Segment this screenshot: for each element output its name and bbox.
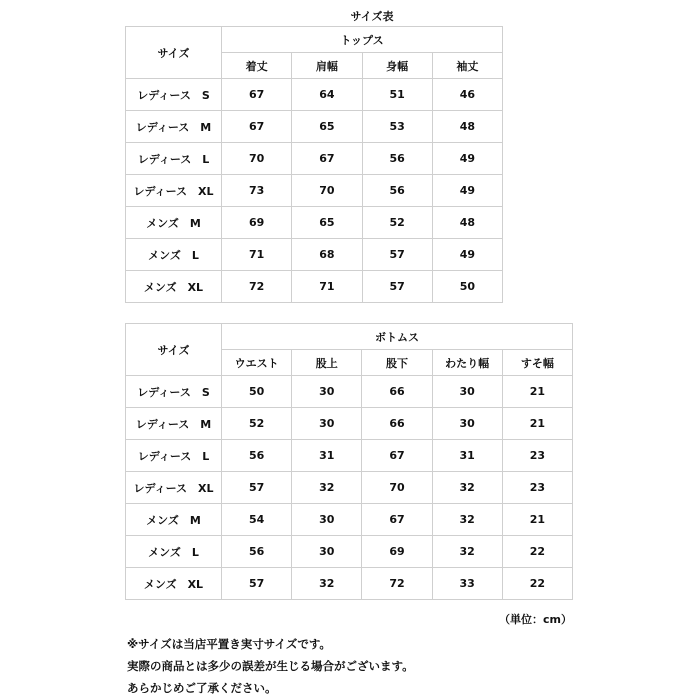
table-row xyxy=(126,376,573,408)
size-cell: メンズ M xyxy=(126,504,222,536)
value-cell: 57 xyxy=(362,271,432,303)
value-cell: 71 xyxy=(222,239,292,271)
value-cell: 52 xyxy=(362,207,432,239)
value-cell: 22 xyxy=(502,568,572,600)
size-cell: レディース M xyxy=(126,111,222,143)
table-row xyxy=(126,239,503,271)
table-row xyxy=(126,504,573,536)
group-header: ボトムス xyxy=(222,324,573,350)
size-cell: レディース S xyxy=(126,376,222,408)
size-cell: レディース XL xyxy=(126,175,222,207)
table-row xyxy=(126,111,503,143)
value-cell: 32 xyxy=(432,472,502,504)
value-cell: 49 xyxy=(432,175,502,207)
value-cell: 30 xyxy=(432,376,502,408)
table-row xyxy=(126,408,573,440)
value-cell: 65 xyxy=(292,111,362,143)
value-cell: 71 xyxy=(292,271,362,303)
value-cell: 48 xyxy=(432,111,502,143)
value-cell: 72 xyxy=(222,271,292,303)
value-cell: 53 xyxy=(362,111,432,143)
notes xyxy=(127,633,414,699)
table-row xyxy=(126,536,573,568)
column-header: ウエスト xyxy=(222,350,292,376)
value-cell: 65 xyxy=(292,207,362,239)
note-line: あらかじめご了承ください。 xyxy=(127,681,277,695)
value-cell: 72 xyxy=(362,568,432,600)
value-cell: 52 xyxy=(222,408,292,440)
group-header: トップス xyxy=(222,27,503,53)
size-cell: メンズ XL xyxy=(126,271,222,303)
bottoms-size-table xyxy=(125,323,573,600)
column-header: 股下 xyxy=(362,350,432,376)
value-cell: 32 xyxy=(292,472,362,504)
value-cell: 32 xyxy=(432,504,502,536)
value-cell: 21 xyxy=(502,408,572,440)
value-cell: 57 xyxy=(222,472,292,504)
size-cell: メンズ XL xyxy=(126,568,222,600)
value-cell: 33 xyxy=(432,568,502,600)
value-cell: 32 xyxy=(432,536,502,568)
value-cell: 69 xyxy=(222,207,292,239)
note-line: ※サイズは当店平置き実寸サイズです。 xyxy=(127,637,331,651)
header-row xyxy=(126,324,573,350)
value-cell: 73 xyxy=(222,175,292,207)
tops-size-table xyxy=(125,26,503,303)
table-row xyxy=(126,175,503,207)
value-cell: 70 xyxy=(292,175,362,207)
value-cell: 70 xyxy=(222,143,292,175)
size-cell: レディース XL xyxy=(126,472,222,504)
value-cell: 51 xyxy=(362,79,432,111)
value-cell: 48 xyxy=(432,207,502,239)
value-cell: 30 xyxy=(292,504,362,536)
value-cell: 54 xyxy=(222,504,292,536)
size-header: サイズ xyxy=(126,324,222,376)
size-cell: レディース M xyxy=(126,408,222,440)
value-cell: 66 xyxy=(362,376,432,408)
table-row xyxy=(126,79,503,111)
value-cell: 66 xyxy=(362,408,432,440)
header-row xyxy=(126,27,503,53)
value-cell: 31 xyxy=(292,440,362,472)
value-cell: 31 xyxy=(432,440,502,472)
table-row xyxy=(126,143,503,175)
value-cell: 23 xyxy=(502,440,572,472)
size-cell: メンズ L xyxy=(126,536,222,568)
value-cell: 64 xyxy=(292,79,362,111)
value-cell: 56 xyxy=(222,440,292,472)
value-cell: 21 xyxy=(502,376,572,408)
size-cell: レディース S xyxy=(126,79,222,111)
size-cell: レディース L xyxy=(126,143,222,175)
value-cell: 49 xyxy=(432,143,502,175)
value-cell: 67 xyxy=(222,111,292,143)
value-cell: 21 xyxy=(502,504,572,536)
size-cell: レディース L xyxy=(126,440,222,472)
value-cell: 46 xyxy=(432,79,502,111)
value-cell: 50 xyxy=(222,376,292,408)
column-header: 袖丈 xyxy=(432,53,502,79)
size-cell: メンズ M xyxy=(126,207,222,239)
size-header: サイズ xyxy=(126,27,222,79)
value-cell: 67 xyxy=(362,440,432,472)
table-row xyxy=(126,568,573,600)
note-line: 実際の商品とは多少の誤差が生じる場合がございます。 xyxy=(127,659,414,673)
value-cell: 50 xyxy=(432,271,502,303)
column-header: わたり幅 xyxy=(432,350,502,376)
table-row xyxy=(126,271,503,303)
value-cell: 30 xyxy=(292,376,362,408)
table-row xyxy=(126,440,573,472)
value-cell: 30 xyxy=(292,408,362,440)
value-cell: 70 xyxy=(362,472,432,504)
column-header: 着丈 xyxy=(222,53,292,79)
table-row xyxy=(126,472,573,504)
value-cell: 68 xyxy=(292,239,362,271)
value-cell: 23 xyxy=(502,472,572,504)
value-cell: 30 xyxy=(292,536,362,568)
value-cell: 32 xyxy=(292,568,362,600)
value-cell: 57 xyxy=(222,568,292,600)
value-cell: 69 xyxy=(362,536,432,568)
value-cell: 67 xyxy=(222,79,292,111)
value-cell: 56 xyxy=(362,175,432,207)
column-header: 股上 xyxy=(292,350,362,376)
unit-label: （単位：cm） xyxy=(499,613,572,626)
value-cell: 49 xyxy=(432,239,502,271)
value-cell: 67 xyxy=(292,143,362,175)
column-header: すそ幅 xyxy=(502,350,572,376)
value-cell: 56 xyxy=(222,536,292,568)
page-title: サイズ表 xyxy=(350,10,394,23)
size-cell: メンズ L xyxy=(126,239,222,271)
value-cell: 67 xyxy=(362,504,432,536)
value-cell: 56 xyxy=(362,143,432,175)
value-cell: 22 xyxy=(502,536,572,568)
value-cell: 30 xyxy=(432,408,502,440)
value-cell: 57 xyxy=(362,239,432,271)
table-row xyxy=(126,207,503,239)
column-header: 肩幅 xyxy=(292,53,362,79)
column-header: 身幅 xyxy=(362,53,432,79)
